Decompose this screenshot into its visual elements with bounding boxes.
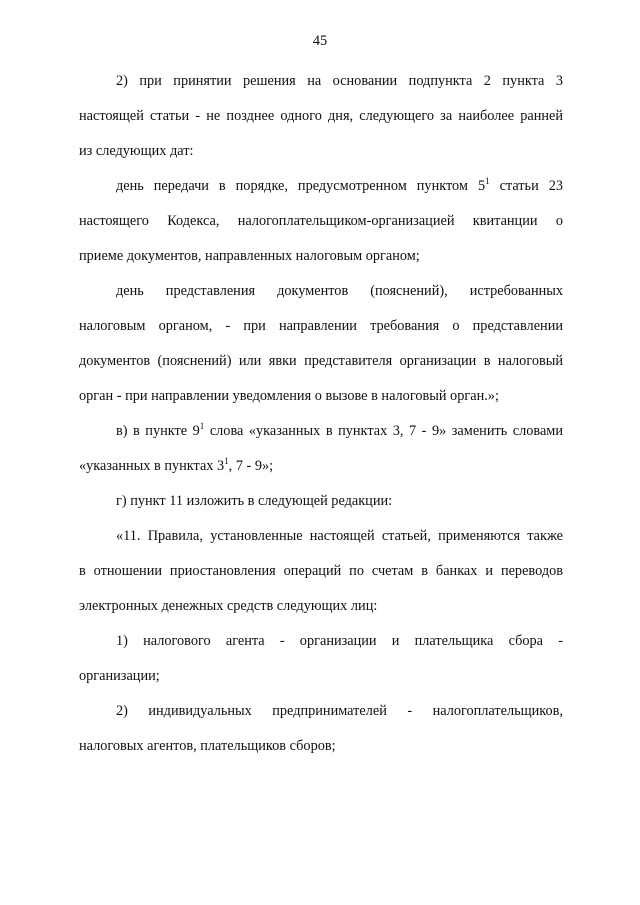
text-line: электронных денежных средств следующих лиц: [79,598,378,614]
text-line: настоящей статьи - не позднее одного дня, следующего за наиболее ранней [79,108,563,124]
text-line-subitem-2: 2) при принятии решения на основании подпункта 2 пункта 3 [116,73,563,89]
superscript: 1 [485,176,490,186]
text-line-subitem-2b: 2) индивидуальных предпринимателей - налогоплательщиков, [116,703,563,719]
text-line-submission-date: день представления документов (пояснений), истребованных [116,283,563,299]
text-span: , 7 - 9»; [228,458,274,474]
text-line-item-v [116,421,563,441]
text-span: статьи 23 [489,178,563,194]
text-line: организации; [79,668,160,684]
text-span: день передачи в порядке, предусмотренном пунктом 5 [116,178,486,194]
text-span: слова «указанных в пунктах 3, 7 - 9» заменить словами [204,423,563,439]
superscript: 1 [199,421,205,431]
page-number: 45 [312,33,328,49]
text-line: настоящего Кодекса, налогоплательщиком-организацией квитанции о [79,213,563,229]
text-span: «указанных в пунктах 3 [79,458,225,474]
text-line: из следующих дат: [79,143,194,159]
text-line: орган - при направлении уведомления о вызове в налоговый орган.»; [79,388,499,404]
text-line-transfer-date [116,176,563,196]
text-line-item-g: г) пункт 11 изложить в следующей редакции: [116,493,393,509]
text-line: в отношении приостановления операций по счетам в банках и переводов [79,563,563,579]
text-line: налоговых агентов, плательщиков сборов; [79,738,336,754]
text-line: налоговым органом, - при направлении требования о представлении [79,318,563,334]
text-line-point-11: «11. Правила, установленные настоящей статьей, применяются также [116,528,563,544]
superscript: 1 [224,456,229,466]
text-line: приеме документов, направленных налоговым органом; [79,248,420,264]
text-span: в) в пункте 9 [116,423,200,439]
text-line: документов (пояснений) или явки представителя организации в налоговый [79,353,563,369]
text-line [79,456,563,476]
text-line-subitem-1: 1) налогового агента - организации и плательщика сбора - [116,633,563,649]
